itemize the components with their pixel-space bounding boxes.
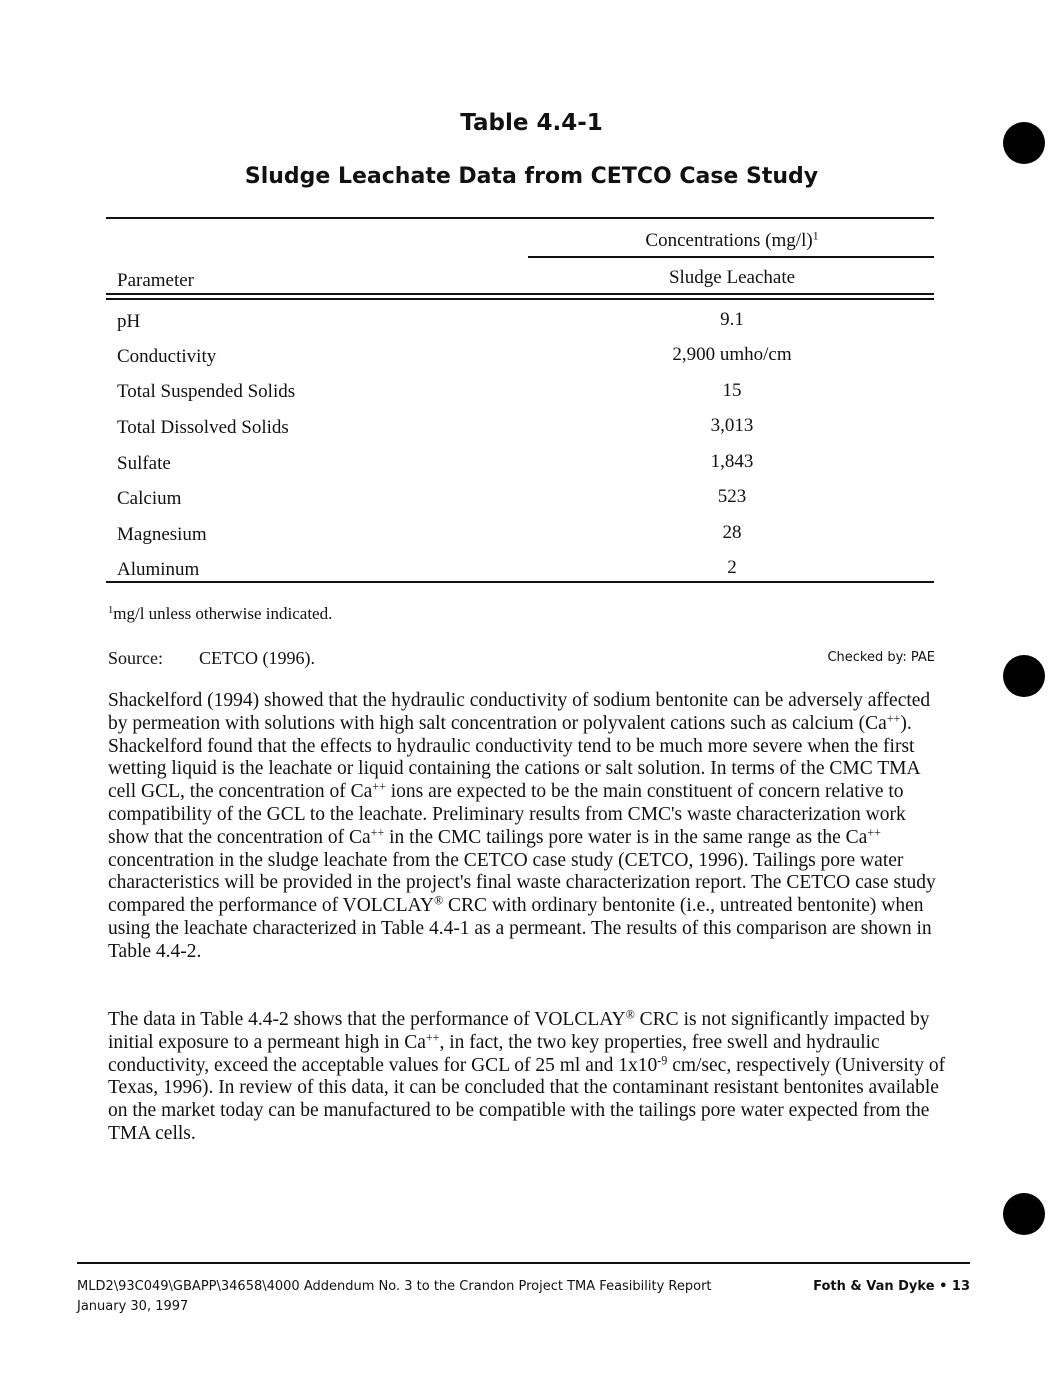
- binder-hole-dot: [1003, 655, 1045, 697]
- group-header-sup: 1: [812, 229, 819, 243]
- table-bottom-rule: [106, 581, 934, 583]
- footnote-sup: 1: [108, 605, 114, 617]
- superscript: ++: [370, 825, 385, 840]
- table-row-param: Sulfate: [117, 453, 171, 474]
- text-run: , in fact, the two key properties, free swell and hydraulic conductivity, exceed the acceptable values for GCL of 25 ml and 1x10: [108, 1031, 880, 1076]
- superscript: ++: [867, 825, 881, 840]
- superscript: ++: [886, 711, 901, 726]
- group-header: [530, 230, 934, 252]
- table-row-param: Total Suspended Solids: [117, 381, 296, 402]
- table-row-value: 2: [727, 557, 737, 578]
- table-title: Sludge Leachate Data from CETCO Case Study: [244, 164, 819, 189]
- text-run: concentration in the sludge leachate from the CETCO case study (CETCO, 1996). Tailings pore water characteristics will be provided in the project's final waste characterization report. The CETCO case study compared the performance of VOLCLAY: [108, 849, 936, 917]
- superscript: ++: [425, 1030, 440, 1045]
- checked-by: Checked by: PAE: [827, 650, 935, 665]
- table-row-value: 1,843: [710, 451, 754, 472]
- footer-doc-title: Addendum No. 3 to the Crandon Project TMA Feasibility Report: [303, 1279, 712, 1294]
- table-label: Table 4.4-1: [460, 110, 603, 136]
- table-row-value: 28: [722, 522, 742, 543]
- text-run: CRC with ordinary bentonite (i.e., untreated bentonite) when using the leachate characterized in Table 4.4-1 as a permeant. The results of this comparison are shown in Table 4.4-2.: [108, 895, 932, 962]
- table-row-param: Calcium: [117, 488, 182, 509]
- body-paragraph-2: [108, 1009, 948, 1146]
- footer-page-number: 13: [951, 1279, 970, 1294]
- footer-company: Foth & Van Dyke: [813, 1279, 935, 1294]
- text-run: The data in Table 4.4-2 shows that the performance of VOLCLAY: [108, 1009, 626, 1030]
- footnote-text: mg/l unless otherwise indicated.: [113, 604, 333, 623]
- column-header-parameter: Parameter: [117, 270, 195, 291]
- group-header-rule: [528, 256, 934, 258]
- superscript: ®: [433, 893, 444, 908]
- text-run: Shackelford (1994) showed that the hydraulic conductivity of sodium bentonite can be adversely affected by permeation with solutions with high salt concentration or polyvalent cations such as calcium (Ca: [108, 690, 931, 734]
- footer-bullet: •: [939, 1279, 948, 1294]
- footer-path: MLD2\93C049\GBAPP\34658\4000: [77, 1279, 300, 1294]
- table-row-value: 9.1: [720, 309, 744, 330]
- superscript: ++: [372, 779, 386, 794]
- table-row-value: 3,013: [710, 415, 754, 436]
- table-row-value: 2,900 umho/cm: [672, 344, 792, 365]
- text-run: ). Shackelford found that the effects to hydraulic conductivity tend to be much more severe when the first wetting liquid is the leachate or liquid containing the cations or salt solution. In terms of the CMC TMA cell GCL, the concentration of Ca: [108, 712, 920, 803]
- table-row-value: 15: [722, 380, 742, 401]
- footer-left: [77, 1279, 712, 1294]
- table-footnote: [108, 604, 332, 624]
- source-label: Source:: [108, 648, 163, 668]
- text-run: CRC is not significantly impacted by initial exposure to a permeant high in Ca: [108, 1009, 930, 1053]
- footer-rule: [77, 1262, 970, 1264]
- footer-right: [760, 1279, 970, 1294]
- table-row-value: 523: [717, 486, 747, 507]
- source-value: CETCO (1996).: [199, 648, 315, 668]
- footer-date: January 30, 1997: [77, 1299, 189, 1314]
- body-paragraph-1: [108, 690, 948, 964]
- table-row-param: Total Dissolved Solids: [117, 417, 289, 438]
- column-header-sludge-leachate: Sludge Leachate: [668, 267, 796, 288]
- superscript: -9: [657, 1052, 668, 1067]
- table-row-param: pH: [117, 311, 141, 332]
- header-double-rule-2: [106, 298, 934, 300]
- table-top-rule: [106, 217, 934, 219]
- text-run: ions are expected to be the main constituent of concern relative to compatibility of the GCL to the leachate. Preliminary results from CMC's waste characterization work show that the concentration of Ca: [108, 781, 906, 848]
- binder-hole-dot: [1003, 122, 1045, 164]
- text-run: in the CMC tailings pore water is in the same range as the Ca: [384, 826, 868, 848]
- table-row-param: Conductivity: [117, 346, 217, 367]
- superscript: ®: [625, 1007, 635, 1022]
- table-row-param: Magnesium: [117, 524, 207, 545]
- group-header-text: Concentrations (mg/l): [645, 230, 813, 251]
- header-double-rule-1: [106, 293, 934, 295]
- text-run: cm/sec, respectively (University of Texas, 1996). In review of this data, it can be concluded that the contaminant resistant bentonites available on the market today can be manufactured to be compatible with the tailings pore water expected from the TMA cells.: [108, 1054, 946, 1144]
- table-row-param: Aluminum: [117, 559, 200, 580]
- binder-hole-dot: [1003, 1193, 1045, 1235]
